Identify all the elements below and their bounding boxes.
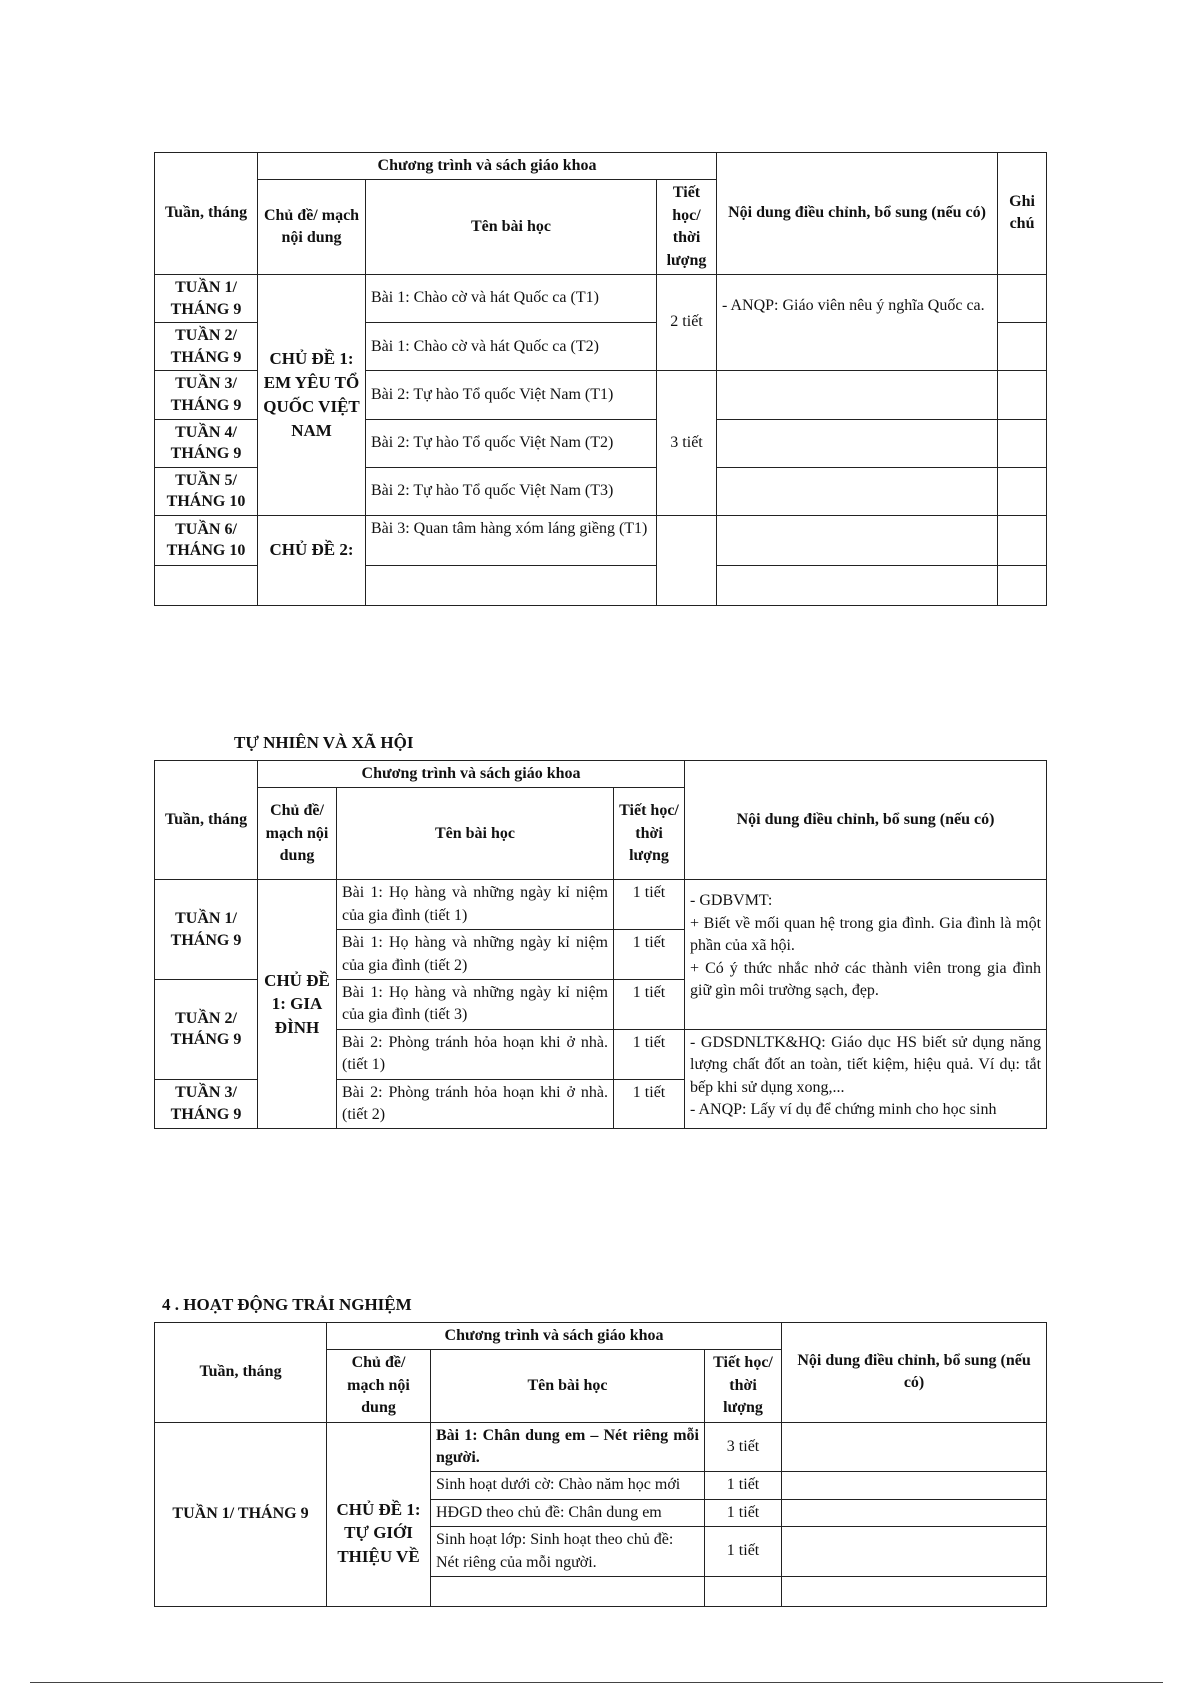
adjustment-cell <box>717 515 998 565</box>
lesson-cell: Bài 2: Tự hào Tổ quốc Việt Nam (T2) <box>366 419 657 467</box>
time-cell <box>657 515 717 605</box>
week-cell: TUẦN 1/ THÁNG 9 <box>155 274 258 322</box>
schedule-table-1 <box>154 152 1047 606</box>
header-time: Tiết học/ thời lượng <box>614 788 685 880</box>
adjustment-cell <box>685 880 1047 1029</box>
topic-cell: CHỦ ĐỀ 1: EM YÊU TỔ QUỐC VIỆT NAM <box>258 274 366 515</box>
table-1-wrapper <box>154 152 1046 560</box>
adjustment-cell <box>782 1422 1047 1472</box>
lesson-cell: Bài 1: Chào cờ và hát Quốc ca (T2) <box>366 323 657 371</box>
week-cell: TUẦN 3/ THÁNG 9 <box>155 371 258 419</box>
header-lesson: Tên bài học <box>337 788 614 880</box>
topic-cell: CHỦ ĐỀ 2: <box>258 515 366 605</box>
time-cell: 1 tiết <box>614 930 685 980</box>
adjustment-cell <box>717 467 998 515</box>
week-cell: TUẦN 1/ THÁNG 9 <box>155 880 258 980</box>
week-cell: TUẦN 3/ THÁNG 9 <box>155 1079 258 1129</box>
note-cell <box>998 371 1047 419</box>
table-3-wrapper <box>154 1322 1046 1571</box>
adjustment-line: - ANQP: Lấy ví dụ để chứng minh cho học sinh <box>690 1100 997 1118</box>
adjustment-line: - GDBVMT: <box>690 892 773 910</box>
time-cell: 1 tiết <box>614 1079 685 1129</box>
adjustment-cell <box>685 1029 1047 1129</box>
header-topic: Chủ đề/ mạch nội dung <box>327 1350 431 1422</box>
lesson-cell: Bài 1: Chân dung em – Nét riêng mỗi người. <box>431 1422 705 1472</box>
time-cell: 1 tiết <box>614 979 685 1029</box>
section-title-natural-society: TỰ NHIÊN VÀ XÃ HỘI <box>234 733 414 752</box>
header-topic: Chủ đề/ mạch nội dung <box>258 788 337 880</box>
time-cell: 2 tiết <box>657 274 717 370</box>
lesson-cell: Bài 1: Họ hàng và những ngày kỉ niệm của gia đình (tiết 3) <box>337 979 614 1029</box>
header-time: Tiết học/ thời lượng <box>657 180 717 275</box>
header-lesson: Tên bài học <box>431 1350 705 1422</box>
header-adjustment: Nội dung điều chỉnh, bổ sung (nếu có) <box>782 1323 1047 1423</box>
time-cell: 1 tiết <box>705 1472 782 1499</box>
week-cell <box>155 565 258 605</box>
header-program: Chương trình và sách giáo khoa <box>258 153 717 180</box>
week-cell: TUẦN 5/ THÁNG 10 <box>155 467 258 515</box>
header-week: Tuần, tháng <box>155 153 258 275</box>
topic-cell: CHỦ ĐỀ 1: GIA ĐÌNH <box>258 880 337 1129</box>
time-cell: 3 tiết <box>705 1422 782 1472</box>
week-cell: TUẦN 1/ THÁNG 9 <box>155 1422 327 1606</box>
lesson-cell <box>431 1576 705 1606</box>
time-cell: 1 tiết <box>705 1527 782 1577</box>
header-program: Chương trình và sách giáo khoa <box>327 1323 782 1350</box>
lesson-cell: Bài 2: Tự hào Tổ quốc Việt Nam (T3) <box>366 467 657 515</box>
adjustment-line: + Biết về mối quan hệ trong gia đình. Gia đình là một phần của xã hội. <box>690 914 1042 955</box>
note-cell <box>998 419 1047 467</box>
lesson-cell: Bài 3: Quan tâm hàng xóm láng giềng (T1) <box>366 515 657 565</box>
adjustment-line: - GDSDNLTK&HQ: Giáo dục HS biết sử dụng năng lượng chất đốt an toàn, tiết kiệm, hiệu quả. Ví dụ: tắt bếp khi sử dụng xong,... <box>690 1033 1042 1096</box>
header-program: Chương trình và sách giáo khoa <box>258 761 685 788</box>
adjustment-cell <box>717 371 998 419</box>
table-2-wrapper <box>154 760 1046 1123</box>
lesson-cell: Bài 2: Phòng tránh hỏa hoạn khi ở nhà. (tiết 2) <box>337 1079 614 1129</box>
note-cell <box>998 467 1047 515</box>
adjustment-cell <box>782 1472 1047 1499</box>
adjustment-cell <box>717 419 998 467</box>
header-adjustment: Nội dung điều chỉnh, bổ sung (nếu có) <box>717 153 998 275</box>
time-cell: 1 tiết <box>614 880 685 930</box>
header-topic: Chủ đề/ mạch nội dung <box>258 180 366 275</box>
time-cell: 1 tiết <box>614 1029 685 1079</box>
page-bottom-divider <box>30 1682 1163 1683</box>
note-cell <box>998 274 1047 322</box>
header-week: Tuần, tháng <box>155 1323 327 1423</box>
adjustment-cell <box>782 1499 1047 1526</box>
lesson-cell <box>366 565 657 605</box>
lesson-cell: Bài 1: Họ hàng và những ngày kỉ niệm của gia đình (tiết 1) <box>337 880 614 930</box>
adjustment-cell <box>782 1527 1047 1577</box>
schedule-table-2 <box>154 760 1047 1129</box>
adjustment-cell: - ANQP: Giáo viên nêu ý nghĩa Quốc ca. <box>717 274 998 370</box>
header-adjustment: Nội dung điều chỉnh, bổ sung (nếu có) <box>685 761 1047 880</box>
week-cell: TUẦN 4/ THÁNG 9 <box>155 419 258 467</box>
adjustment-cell <box>782 1576 1047 1606</box>
lesson-cell: Sinh hoạt dưới cờ: Chào năm học mới <box>431 1472 705 1499</box>
time-cell: 3 tiết <box>657 371 717 516</box>
lesson-cell: Sinh hoạt lớp: Sinh hoạt theo chủ đề: Nét riêng của mỗi người. <box>431 1527 705 1577</box>
header-time: Tiết học/ thời lượng <box>705 1350 782 1422</box>
note-cell <box>998 515 1047 565</box>
header-lesson: Tên bài học <box>366 180 657 275</box>
week-cell: TUẦN 2/ THÁNG 9 <box>155 979 258 1079</box>
time-cell <box>705 1576 782 1606</box>
adjustment-line: + Có ý thức nhắc nhở các thành viên trong gia đình giữ gìn môi trường sạch, đẹp. <box>690 959 1042 999</box>
lesson-cell: Bài 2: Tự hào Tổ quốc Việt Nam (T1) <box>366 371 657 419</box>
week-cell: TUẦN 6/ THÁNG 10 <box>155 515 258 565</box>
time-cell: 1 tiết <box>705 1499 782 1526</box>
topic-cell: CHỦ ĐỀ 1: TỰ GIỚI THIỆU VỀ <box>327 1422 431 1606</box>
note-cell <box>998 565 1047 605</box>
lesson-cell: Bài 1: Họ hàng và những ngày kỉ niệm của gia đình (tiết 2) <box>337 930 614 980</box>
header-note: Ghi chú <box>998 153 1047 275</box>
lesson-cell: HĐGD theo chủ đề: Chân dung em <box>431 1499 705 1526</box>
header-week: Tuần, tháng <box>155 761 258 880</box>
section-title-experience: 4 . HOẠT ĐỘNG TRẢI NGHIỆM <box>162 1295 412 1314</box>
lesson-cell: Bài 2: Phòng tránh hỏa hoạn khi ở nhà. (tiết 1) <box>337 1029 614 1079</box>
lesson-cell: Bài 1: Chào cờ và hát Quốc ca (T1) <box>366 274 657 322</box>
week-cell: TUẦN 2/ THÁNG 9 <box>155 323 258 371</box>
adjustment-cell <box>717 565 998 605</box>
schedule-table-3 <box>154 1322 1047 1607</box>
note-cell <box>998 323 1047 371</box>
